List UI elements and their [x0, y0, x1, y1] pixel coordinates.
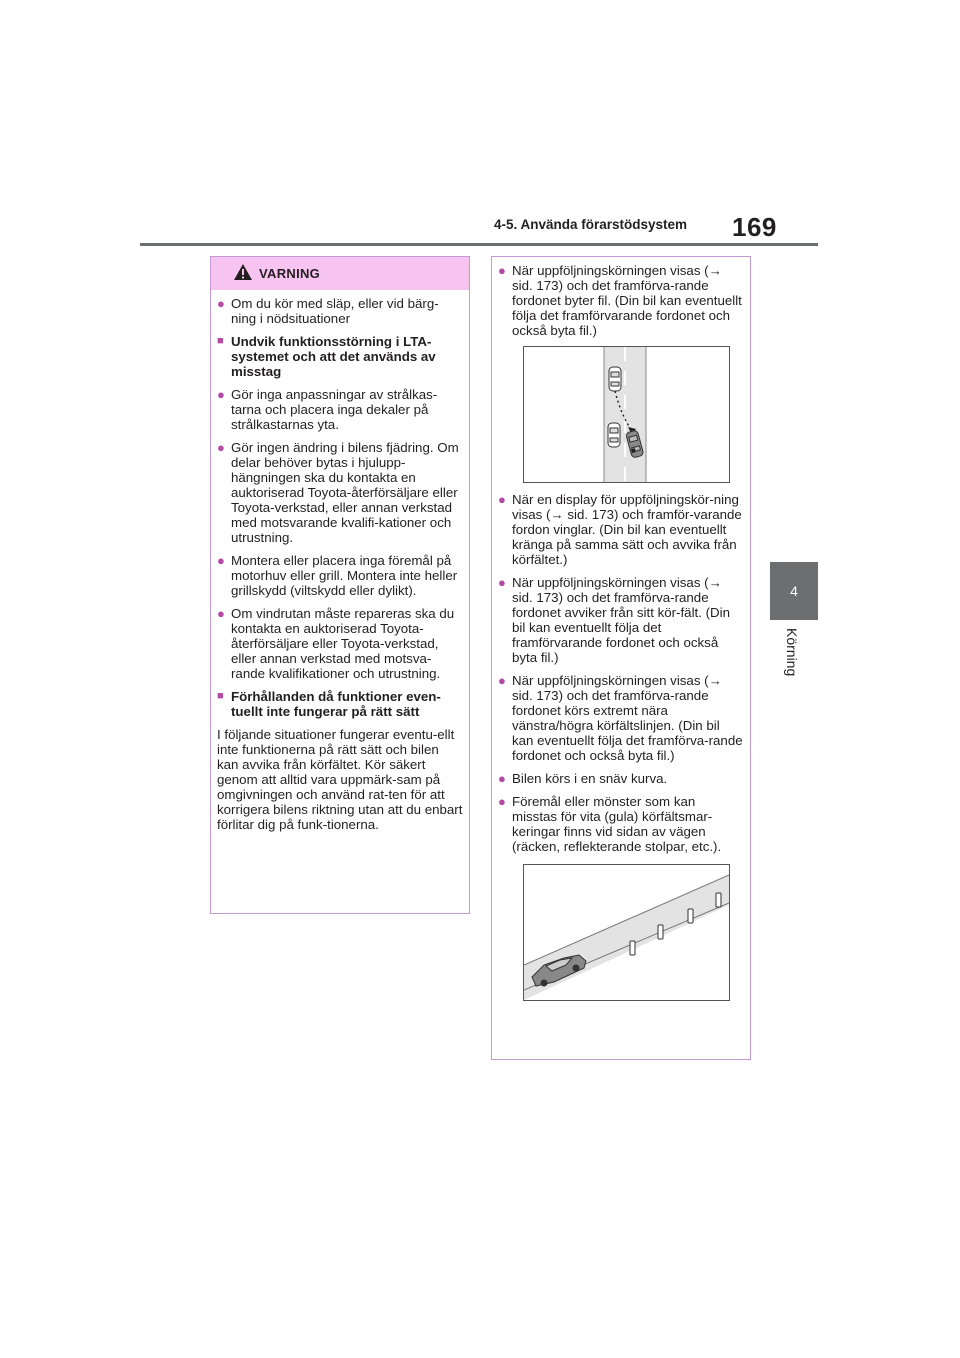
bullet-icon: ● — [498, 263, 506, 278]
condition-item: ● När en display för uppföljningskör-ning visas (→ sid. 173) och framför-varande fordon vinglar. (Din bil kan eventuellt kränga på samma sätt och avvika från körfältet.) — [498, 492, 742, 567]
warning-item: ● Om vindrutan måste repareras ska du kontakta en auktoriserad Toyota-återförsäljare eller Toyota-verkstad, eller annan verkstad med motsva-rande kvalifikationer och utrustning. — [217, 606, 455, 681]
page-number: 169 — [732, 212, 777, 242]
bullet-icon: ● — [217, 440, 225, 455]
condition-item: ● När uppföljningskörningen visas (→ sid. 173) och det framförva-rande fordonet körs extremt nära vänstra/högra körfältslinjen. (Din bil kan eventuellt följa det framförva-rande fordonet och också byta fil.) — [498, 673, 743, 763]
bullet-icon: ● — [498, 575, 506, 590]
conditions-box — [491, 256, 751, 1060]
chapter-tab: 4 — [770, 562, 818, 620]
warning-icon — [233, 263, 253, 281]
bullet-icon: ● — [498, 794, 506, 809]
condition-item: ● Bilen körs i en snäv kurva. — [498, 771, 668, 786]
roadside-posts-illustration — [523, 864, 730, 1001]
square-bullet-icon: ■ — [217, 690, 224, 702]
warning-subheading: ■ Undvik funktionsstörning i LTA-systemet och att det används av misstag — [217, 334, 436, 379]
bullet-icon: ● — [217, 606, 225, 621]
bullet-icon: ● — [498, 492, 506, 507]
square-bullet-icon: ■ — [217, 335, 224, 347]
bullet-icon: ● — [498, 673, 506, 688]
chapter-label — [778, 628, 808, 688]
condition-item: ● När uppföljningskörningen visas (→ sid. 173) och det framförva-rande fordonet avviker från sitt kör-fält. (Din bil kan eventuellt följa det framförvarande fordonet och också byta fil.) — [498, 575, 730, 665]
warning-title: VARNING — [259, 266, 321, 281]
bullet-icon: ● — [217, 553, 225, 568]
condition-item: ● När uppföljningskörningen visas (→ sid. 173) och det framförva-rande fordonet byter fil. (Din bil kan eventuellt följa det framförvarande fordonet och också byta fil.) — [498, 263, 742, 338]
warning-subheading: ■ Förhållanden då funktioner even-tuellt inte fungerar på rätt sätt — [217, 689, 441, 719]
condition-item: ● Föremål eller mönster som kan misstas för vita (gula) körfältsmar-keringar finns vid sidan av vägen (räcken, reflekterande stolpar, etc.). — [498, 794, 722, 854]
header-rule — [140, 243, 818, 246]
warning-header — [211, 257, 469, 290]
warning-paragraph: I följande situationer fungerar eventu-ellt inte funktionerna på rätt sätt och bilen kan avvika från körfältet. Kör säkert genom att alltid vara uppmärk-sam på omgivningen och använd rat-ten för att korrigera bilens riktning utan att du enbart förlitar dig på funk-tionerna. — [217, 727, 463, 832]
lane-change-illustration — [523, 346, 730, 483]
car-icon — [609, 367, 621, 391]
bullet-icon: ● — [217, 296, 225, 311]
warning-box — [210, 256, 470, 914]
bullet-icon: ● — [217, 387, 225, 402]
warning-item: ● Gör ingen ändring i bilens fjädring. Om delar behöver bytas i hjulupp-hängningen ska du kontakta en auktoriserad Toyota-återförsäljare eller Toyota-verkstad, eller annan verkstad med motsvarande kvalifi-kationer och utrustning. — [217, 440, 459, 545]
warning-item: ● Gör inga anpassningar av strålkas-tarna och placera inga dekaler på strålkastarnas yta. — [217, 387, 438, 432]
lane-change-diagram — [524, 347, 729, 482]
warning-item: ● Om du kör med släp, eller vid bärg-ning i nödsituationer — [217, 296, 439, 326]
bullet-icon: ● — [498, 771, 506, 786]
chapter-label-text: Körning — [784, 628, 800, 677]
car-icon — [608, 423, 620, 447]
warning-item: ● Montera eller placera inga föremål på motorhuv eller grill. Montera inte heller grillskydd (viltskydd eller dylikt). — [217, 553, 458, 598]
roadside-diagram — [524, 865, 729, 1000]
section-title: 4-5. Använda förarstödsystem — [494, 217, 688, 232]
